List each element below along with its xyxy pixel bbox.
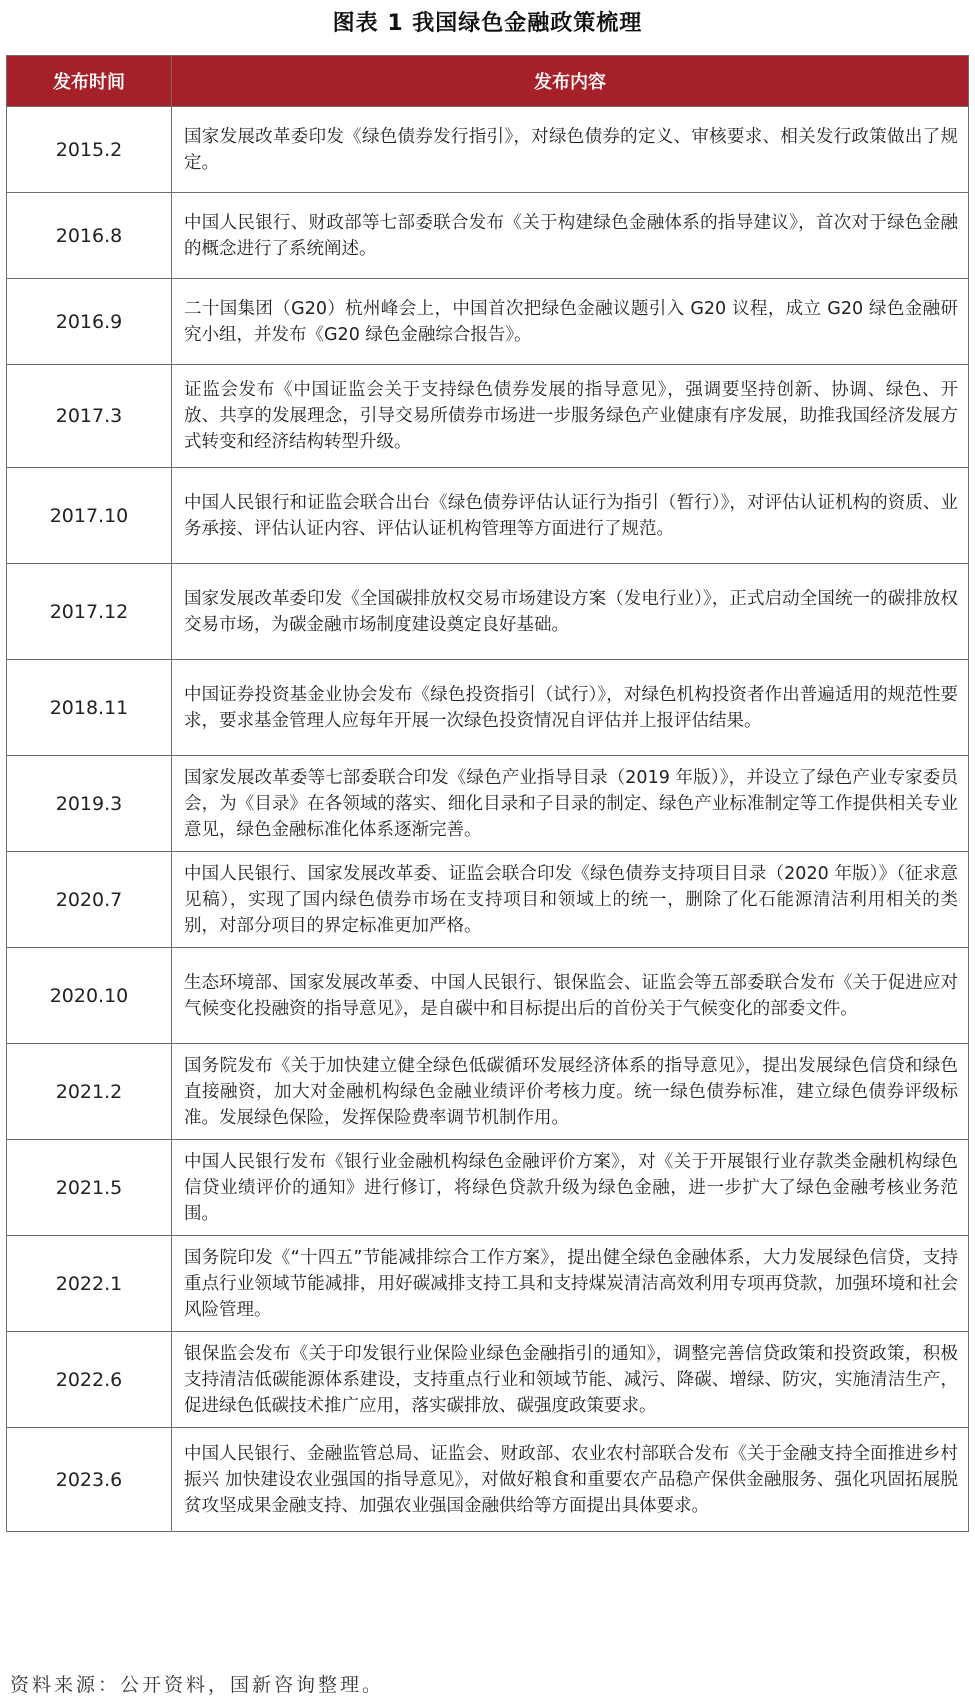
row-content: 中国人民银行发布《银行业金融机构绿色金融评价方案》，对《关于开展银行业存款类金融机构绿色信贷业绩评价的通知》进行修订，将绿色贷款升级为绿色金融，进一步扩大了绿色金融考核业务范围。	[172, 1140, 969, 1236]
table-row	[7, 1332, 969, 1428]
header-content: 发布内容	[172, 56, 969, 107]
row-date: 2021.5	[7, 1140, 172, 1236]
row-content: 证监会发布《中国证监会关于支持绿色债券发展的指导意见》，强调要坚持创新、协调、绿色、开放、共享的发展理念，引导交易所债券市场进一步服务绿色产业健康有序发展，助推我国经济发展方式转变和经济结构转型升级。	[172, 365, 969, 468]
row-content: 中国人民银行、财政部等七部委联合发布《关于构建绿色金融体系的指导建议》，首次对于绿色金融的概念进行了系统阐述。	[172, 193, 969, 279]
row-content: 中国人民银行、金融监管总局、证监会、财政部、农业农村部联合发布《关于金融支持全面推进乡村振兴 加快建设农业强国的指导意见》，对做好粮食和重要农产品稳产保供金融服务、强化巩固拓展脱贫攻坚成果金融支持、加强农业强国金融供给等方面提出具体要求。	[172, 1428, 969, 1532]
row-date: 2020.10	[7, 948, 172, 1044]
table-row	[7, 1236, 969, 1332]
row-content: 国家发展改革委等七部委联合印发《绿色产业指导目录（2019 年版）》，并设立了绿色产业专家委员会，为《目录》在各领域的落实、细化目录和子目录的制定、绿色产业标准制定等工作提供相关专业意见，绿色金融标准化体系逐渐完善。	[172, 756, 969, 852]
header-date: 发布时间	[7, 56, 172, 107]
row-content: 中国人民银行和证监会联合出台《绿色债券评估认证行为指引（暂行）》，对评估认证机构的资质、业务承接、评估认证内容、评估认证机构管理等方面进行了规范。	[172, 468, 969, 564]
policy-table	[6, 55, 969, 1532]
row-date: 2015.2	[7, 107, 172, 193]
table-row	[7, 660, 969, 756]
row-date: 2022.1	[7, 1236, 172, 1332]
table-row	[7, 107, 969, 193]
row-content: 生态环境部、国家发展改革委、中国人民银行、银保监会、证监会等五部委联合发布《关于促进应对气候变化投融资的指导意见》，是自碳中和目标提出后的首份关于气候变化的部委文件。	[172, 948, 969, 1044]
row-date: 2022.6	[7, 1332, 172, 1428]
source-note: 资料来源：公开资料，国新咨询整理。	[10, 1674, 385, 1696]
table-row	[7, 948, 969, 1044]
row-content: 国家发展改革委印发《绿色债券发行指引》，对绿色债券的定义、审核要求、相关发行政策做出了规定。	[172, 107, 969, 193]
row-content: 中国人民银行、国家发展改革委、证监会联合印发《绿色债券支持项目目录（2020 年版）》（征求意见稿），实现了国内绿色债券市场在支持项目和领域上的统一，删除了化石能源清洁利用相关的类别，对部分项目的界定标准更加严格。	[172, 852, 969, 948]
row-date: 2018.11	[7, 660, 172, 756]
table-row	[7, 468, 969, 564]
table-row	[7, 1428, 969, 1532]
row-content: 银保监会发布《关于印发银行业保险业绿色金融指引的通知》，调整完善信贷政策和投资政策，积极支持清洁低碳能源体系建设，支持重点行业和领域节能、减污、降碳、增绿、防灾，实施清洁生产，促进绿色低碳技术推广应用，落实碳排放、碳强度政策要求。	[172, 1332, 969, 1428]
table-header-row	[7, 56, 969, 107]
table-row	[7, 1140, 969, 1236]
row-content: 国务院发布《关于加快建立健全绿色低碳循环发展经济体系的指导意见》，提出发展绿色信贷和绿色直接融资，加大对金融机构绿色金融业绩评价考核力度。统一绿色债券标准，建立绿色债券评级标准。发展绿色保险，发挥保险费率调节机制作用。	[172, 1044, 969, 1140]
table-row	[7, 1044, 969, 1140]
row-date: 2016.9	[7, 279, 172, 365]
table-row	[7, 756, 969, 852]
row-date: 2016.8	[7, 193, 172, 279]
row-date: 2021.2	[7, 1044, 172, 1140]
row-date: 2020.7	[7, 852, 172, 948]
table-row	[7, 564, 969, 660]
table-row	[7, 193, 969, 279]
table-row	[7, 852, 969, 948]
row-content: 国务院印发《“十四五”节能减排综合工作方案》，提出健全绿色金融体系，大力发展绿色信贷，支持重点行业领域节能减排，用好碳减排支持工具和支持煤炭清洁高效利用专项再贷款，加强环境和社会风险管理。	[172, 1236, 969, 1332]
row-content: 中国证券投资基金业协会发布《绿色投资指引（试行）》，对绿色机构投资者作出普遍适用的规范性要求，要求基金管理人应每年开展一次绿色投资情况自评估并上报评估结果。	[172, 660, 969, 756]
row-date: 2017.3	[7, 365, 172, 468]
row-date: 2023.6	[7, 1428, 172, 1532]
table-row	[7, 365, 969, 468]
table-row	[7, 279, 969, 365]
row-content: 二十国集团（G20）杭州峰会上，中国首次把绿色金融议题引入 G20 议程，成立 G20 绿色金融研究小组，并发布《G20 绿色金融综合报告》。	[172, 279, 969, 365]
table-title: 图表 1 我国绿色金融政策梳理	[332, 11, 643, 36]
row-date: 2017.10	[7, 468, 172, 564]
row-content: 国家发展改革委印发《全国碳排放权交易市场建设方案（发电行业）》，正式启动全国统一的碳排放权交易市场，为碳金融市场制度建设奠定良好基础。	[172, 564, 969, 660]
row-date: 2019.3	[7, 756, 172, 852]
row-date: 2017.12	[7, 564, 172, 660]
